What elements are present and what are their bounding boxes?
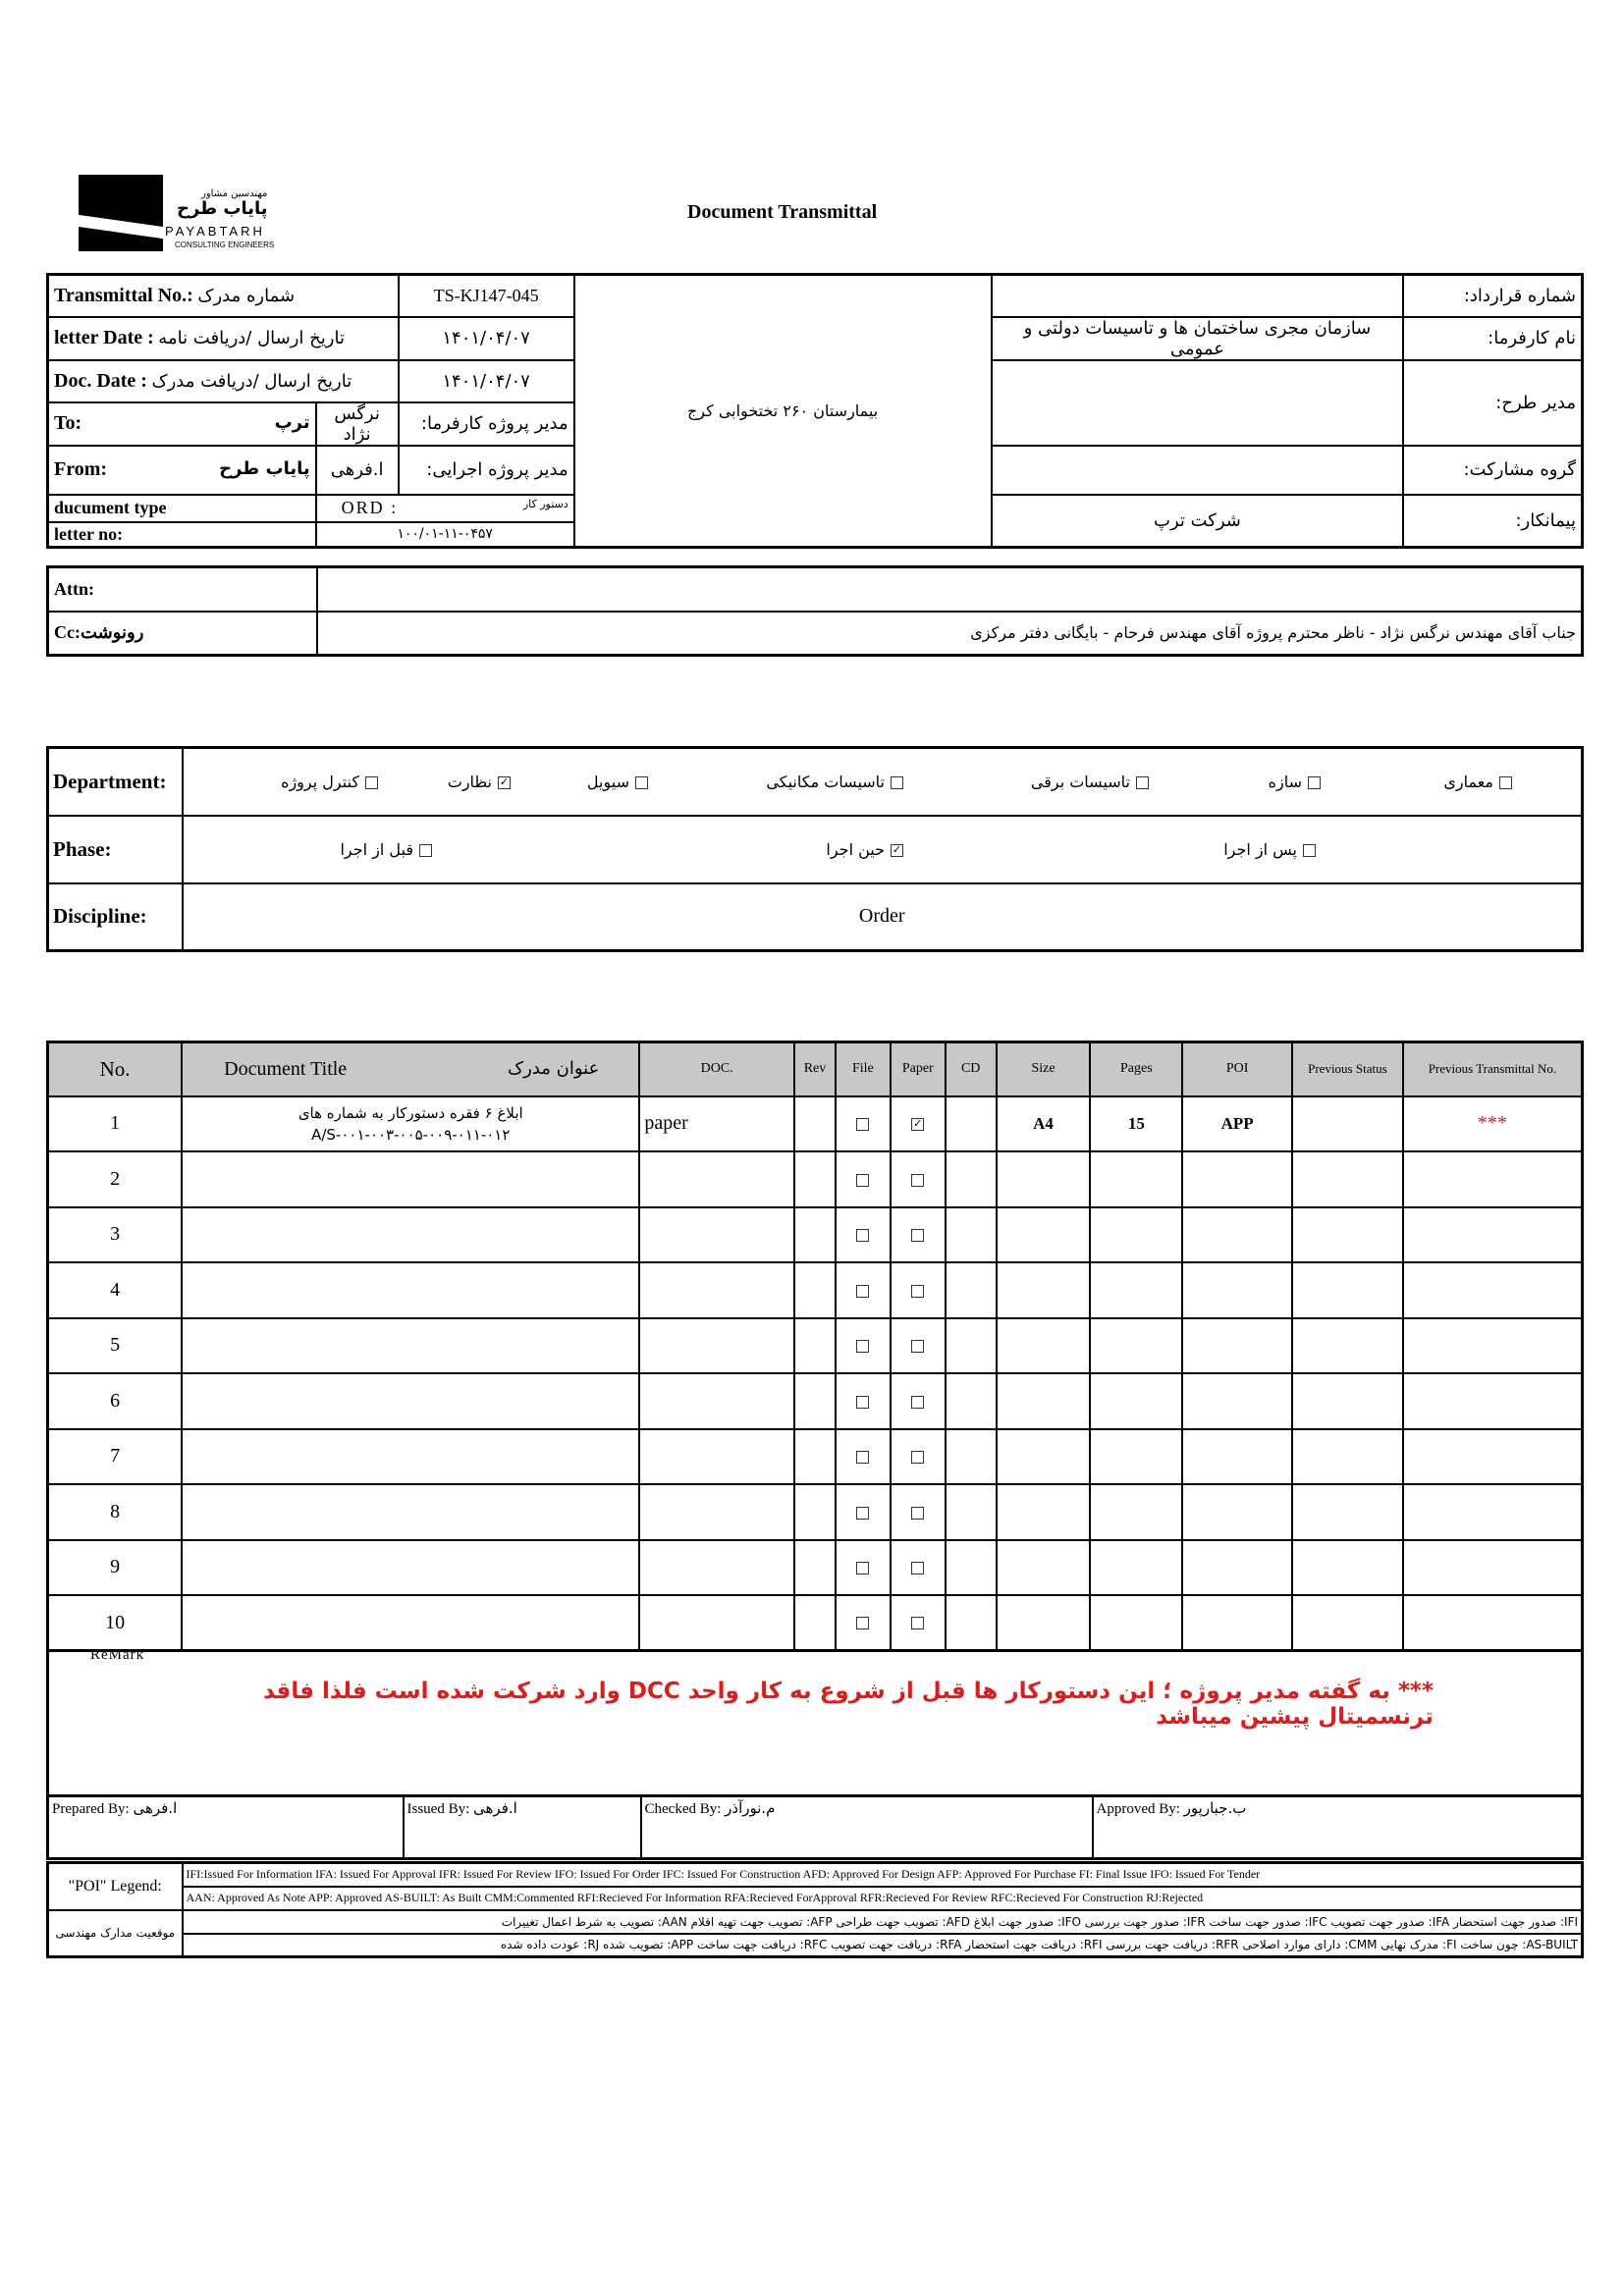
table-row: 6 bbox=[48, 1373, 1583, 1429]
file-checkbox[interactable] bbox=[836, 1540, 891, 1596]
to-value: ترپ bbox=[274, 412, 310, 433]
col-cd: CD bbox=[946, 1042, 997, 1096]
status-legend-line-2: AS-BUILT: چون ساخت FI: مدرک نهایی CMM: دارای موارد اصلاحی RFR: دریافت جهت بررسی RFI: دریافت جهت استحضار RFA: دریافت جهت تصویب RFC: دریافت جهت ساخت APP: تصویب شده RJ: عودت داده شده bbox=[183, 1934, 1583, 1957]
partnership-label: گروه مشارکت: bbox=[1403, 446, 1582, 495]
col-size: Size bbox=[997, 1042, 1091, 1096]
poi-legend-line-1: IFI:Issued For Information IFA: Issued For Approval IFR: Issued For Review IFO: Issued For Order IFC: Issued For Construction AFD: Approved For Design AFP: Approved For Purchase FI: Final Issue IFO: Issued For Tender bbox=[183, 1863, 1583, 1887]
table-row: 5 bbox=[48, 1318, 1583, 1374]
phase-option-before[interactable]: قبل از اجرا bbox=[340, 840, 432, 859]
documents-table bbox=[46, 1041, 1584, 1652]
paper-checkbox[interactable] bbox=[891, 1540, 946, 1596]
file-checkbox[interactable] bbox=[836, 1262, 891, 1318]
table-header-row bbox=[48, 1042, 1583, 1096]
phase-options bbox=[183, 816, 1583, 883]
contract-no-label: شماره قرارداد: bbox=[1403, 275, 1582, 317]
remark-label: ReMark bbox=[90, 1647, 145, 1663]
col-previous-transmittal: Previous Transmittal No. bbox=[1403, 1042, 1583, 1096]
paper-checkbox[interactable] bbox=[891, 1429, 946, 1485]
department-option-structure[interactable]: سازه bbox=[1269, 773, 1321, 791]
file-checkbox[interactable] bbox=[836, 1318, 891, 1374]
col-pages: Pages bbox=[1090, 1042, 1182, 1096]
department-option-project-control[interactable]: کنترل پروژه bbox=[281, 773, 378, 791]
col-no: No. bbox=[48, 1042, 183, 1096]
department-option-mechanical[interactable]: تاسیسات مکانیکی bbox=[766, 773, 903, 791]
partnership-value bbox=[992, 446, 1404, 495]
table-row: 10 bbox=[48, 1595, 1583, 1651]
status-legend-line-1: IFI: صدور جهت استحضار IFA: صدور جهت تصویب IFC: صدور جهت ساخت IFR: صدور جهت بررسی IFO: صدور جهت ابلاغ AFD: تصویب جهت طراحی AFP: تصویب جهت تهیه اقلام AAN: تصویب به شرط اعمال تغییرات bbox=[183, 1910, 1583, 1934]
transmittal-no-value: TS-KJ147-045 bbox=[399, 275, 574, 317]
department-option-architecture[interactable]: معماری bbox=[1443, 773, 1512, 791]
cc-label: Cc:رونوشت bbox=[48, 612, 317, 656]
table-row: 9 bbox=[48, 1540, 1583, 1596]
file-checkbox[interactable] bbox=[836, 1373, 891, 1429]
exec-pm-name: ا.فرهی bbox=[316, 446, 399, 495]
approved-by: Approved By: ب.جبارپور bbox=[1093, 1796, 1583, 1859]
department-label: Department: bbox=[48, 748, 183, 816]
checkbox bbox=[891, 776, 903, 789]
contractor-label: پیمانکار: bbox=[1403, 495, 1582, 548]
poi-legend-line-2: AAN: Approved As Note APP: Approved AS-BUILT: As Built CMM:Commented RFI:Recieved For Information RFA:Recieved ForApproval RFR:Recieved For Review RFC:Recieved For Construction RJ:Rejected bbox=[183, 1887, 1583, 1910]
remark-text: *** به گفته مدیر پروژه ؛ این دستورکار ها قبل از شروع به کار واحد DCC وارد شرکت شده است فلذا فاقد ترنسمیتال پیشین میباشد bbox=[263, 1679, 1434, 1730]
checkbox bbox=[635, 776, 648, 789]
checkbox bbox=[1499, 776, 1512, 789]
to-field bbox=[48, 402, 316, 446]
letter-date-label: letter Date : تاریخ ارسال /دریافت نامه bbox=[48, 317, 399, 360]
table-row: 1 ابلاغ ۶ فقره دستورکار به شماره های A/S-۰۰۱-۰۰۳-۰۰۵-۰۰۹-۰۱۱-۰۱۲ paper ✓ A4 15 APP *** bbox=[48, 1096, 1583, 1152]
col-paper: Paper bbox=[891, 1042, 946, 1096]
client-pm-label: مدیر پروژه کارفرما: bbox=[399, 402, 574, 446]
legend-table bbox=[46, 1861, 1584, 1958]
transmittal-no-label: Transmittal No.: شماره مدرک bbox=[48, 275, 399, 317]
col-rev: Rev bbox=[794, 1042, 836, 1096]
attn-label: Attn: bbox=[48, 567, 317, 612]
doc-type-label: ducument type bbox=[48, 495, 316, 522]
doc-type-value: ORD : دستور کار bbox=[316, 495, 574, 522]
paper-checkbox[interactable] bbox=[891, 1484, 946, 1540]
paper-checkbox[interactable] bbox=[891, 1262, 946, 1318]
issued-by: Issued By: ا.فرهی bbox=[404, 1796, 641, 1859]
col-poi: POI bbox=[1182, 1042, 1292, 1096]
checked-by: Checked By: م.نورآذر bbox=[641, 1796, 1093, 1859]
poi-legend-label: "POI" Legend: bbox=[48, 1863, 183, 1910]
client-name-label: نام کارفرما: bbox=[1403, 317, 1582, 360]
file-checkbox[interactable] bbox=[836, 1429, 891, 1485]
logo-subtitle-fa: مهندسین مشاور bbox=[201, 188, 268, 199]
file-checkbox[interactable] bbox=[836, 1151, 891, 1207]
classification-table bbox=[46, 746, 1584, 952]
table-row: 2 bbox=[48, 1151, 1583, 1207]
file-checkbox[interactable] bbox=[836, 1207, 891, 1263]
company-logo-mark bbox=[79, 175, 163, 251]
exec-pm-label: مدیر پروژه اجرایی: bbox=[399, 446, 574, 495]
paper-checkbox[interactable] bbox=[891, 1151, 946, 1207]
table-row: 7 bbox=[48, 1429, 1583, 1485]
col-doc: DOC. bbox=[639, 1042, 794, 1096]
department-options bbox=[183, 748, 1583, 816]
logo-name-fa: پایاب طرح bbox=[177, 198, 268, 219]
file-checkbox[interactable] bbox=[836, 1595, 891, 1651]
cc-value: جناب آقای مهندس نرگس نژاد - ناظر محترم پروژه آقای مهندس فرحام - بایگانی دفتر مرکزی bbox=[317, 612, 1583, 656]
discipline-value: Order bbox=[183, 883, 1583, 951]
checkbox bbox=[1303, 844, 1316, 857]
logo-name-en: PAYABTARH bbox=[165, 224, 265, 239]
phase-option-after[interactable]: پس از اجرا bbox=[1223, 840, 1316, 859]
from-field bbox=[48, 446, 316, 495]
checkbox: ✓ bbox=[892, 842, 902, 856]
paper-checkbox[interactable] bbox=[891, 1595, 946, 1651]
paper-checkbox[interactable] bbox=[891, 1207, 946, 1263]
letter-no-value: ۱۰۰/۰۱-۱۱-۰۴۵۷ bbox=[316, 522, 574, 548]
paper-checkbox[interactable] bbox=[891, 1373, 946, 1429]
table-row: 4 bbox=[48, 1262, 1583, 1318]
department-option-civil[interactable]: سیویل bbox=[587, 773, 648, 791]
discipline-label: Discipline: bbox=[48, 883, 183, 951]
plan-manager-label: مدیر طرح: bbox=[1403, 360, 1582, 446]
paper-checkbox[interactable] bbox=[891, 1318, 946, 1374]
letter-no-label: letter no: bbox=[48, 522, 316, 548]
doc-date-label: Doc. Date : تاریخ ارسال /دریافت مدرک bbox=[48, 360, 399, 402]
project-name: بیمارستان ۲۶۰ تختخوابی کرج bbox=[574, 275, 992, 548]
document-title-cell: ابلاغ ۶ فقره دستورکار به شماره های A/S-۰۰۱-۰۰۳-۰۰۵-۰۰۹-۰۱۱-۰۱۲ bbox=[182, 1096, 639, 1152]
signatures-table bbox=[46, 1794, 1584, 1860]
letter-date-value: ۱۴۰۱/۰۴/۰۷ bbox=[399, 317, 574, 360]
status-legend-label: موقعیت مدارک مهندسی bbox=[48, 1910, 183, 1957]
checkbox bbox=[1308, 776, 1321, 789]
from-label: From: bbox=[54, 458, 108, 480]
col-file: File bbox=[836, 1042, 891, 1096]
checkbox: ✓ bbox=[499, 775, 510, 788]
attn-cc-table bbox=[46, 565, 1584, 657]
phase-option-during[interactable]: ✓حین اجرا bbox=[826, 839, 902, 859]
department-option-supervision[interactable]: ✓نظارت bbox=[447, 773, 510, 791]
department-option-electrical[interactable]: تاسیسات برقی bbox=[1031, 773, 1149, 791]
doc-date-value: ۱۴۰۱/۰۴/۰۷ bbox=[399, 360, 574, 402]
transmittal-header-table bbox=[46, 273, 1584, 549]
client-name-value: سازمان مجری ساختمان ها و تاسیسات دولتی و عمومی bbox=[992, 317, 1404, 360]
client-pm-name: نرگس نژاد bbox=[316, 402, 399, 446]
table-row: 8 bbox=[48, 1484, 1583, 1540]
checkbox bbox=[419, 844, 432, 857]
page-title: Document Transmittal bbox=[687, 201, 878, 223]
from-value: پایاب طرح bbox=[219, 458, 310, 479]
logo-subtitle-en: CONSULTING ENGINEERS bbox=[175, 240, 275, 249]
table-row: 3 bbox=[48, 1207, 1583, 1263]
col-title: Document Title عنوان مدرک bbox=[182, 1042, 639, 1096]
prepared-by: Prepared By: ا.فرهی bbox=[48, 1796, 404, 1859]
attn-value bbox=[317, 567, 1583, 612]
file-checkbox[interactable] bbox=[836, 1484, 891, 1540]
file-checkbox[interactable] bbox=[836, 1096, 891, 1152]
contractor-value: شرکت ترپ bbox=[992, 495, 1404, 548]
phase-label: Phase: bbox=[48, 816, 183, 883]
col-previous-status: Previous Status bbox=[1292, 1042, 1403, 1096]
to-label: To: bbox=[54, 412, 82, 434]
paper-checkbox[interactable]: ✓ bbox=[891, 1096, 946, 1152]
plan-manager-value bbox=[992, 360, 1404, 446]
checkbox bbox=[365, 776, 378, 789]
contract-no-value bbox=[992, 275, 1404, 317]
checkbox bbox=[1136, 776, 1149, 789]
